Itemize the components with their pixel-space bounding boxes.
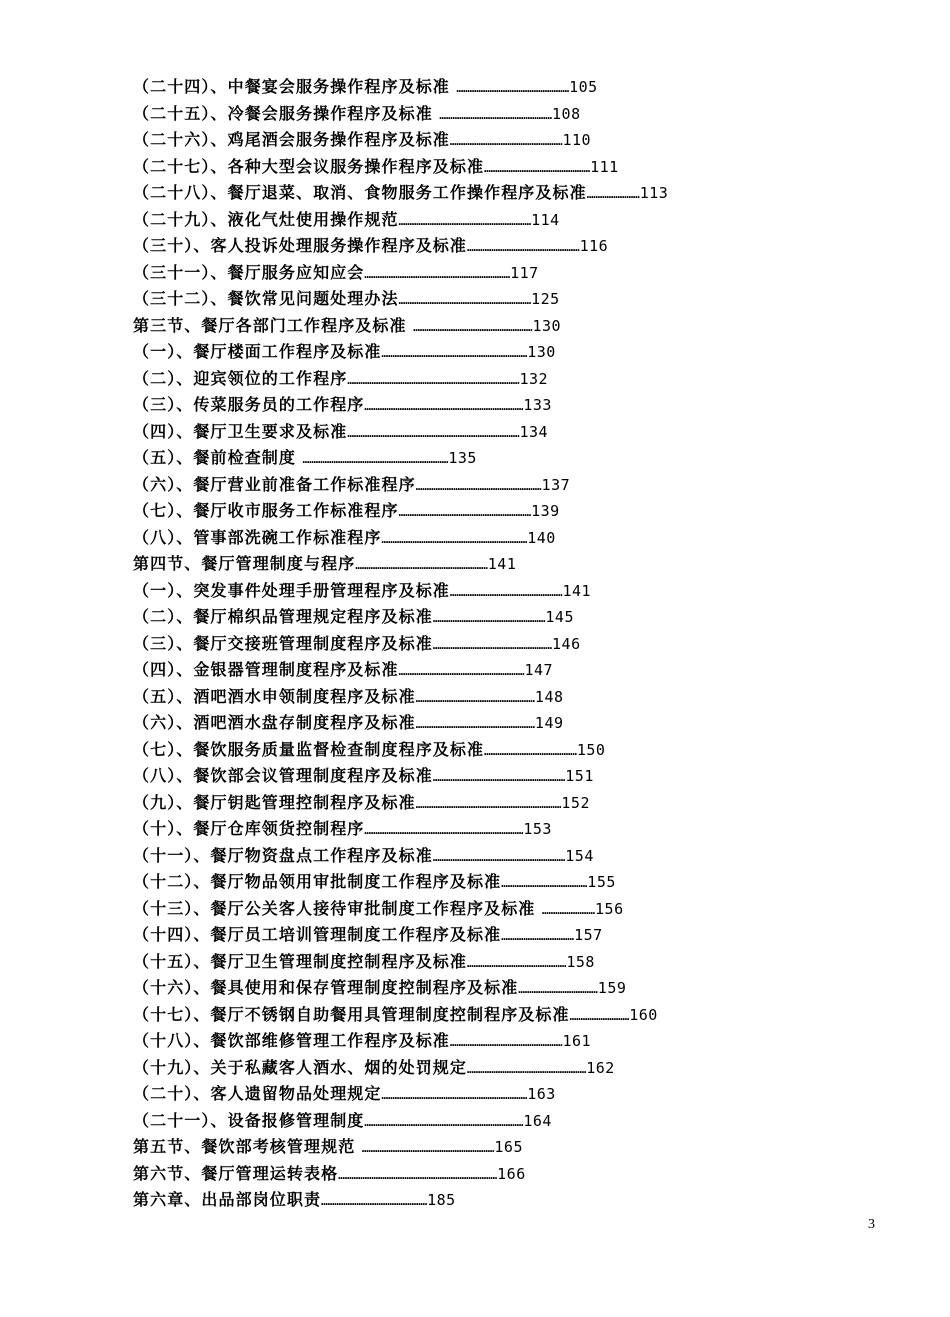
toc-entry-title: （七）、餐厅收市服务工作标准程序 (133, 501, 399, 520)
toc-entry (133, 180, 853, 207)
toc-entry (133, 392, 853, 419)
toc-entry (133, 233, 853, 260)
toc-entry-page: 117 (510, 263, 539, 282)
toc-entry-page: 140 (527, 528, 556, 547)
toc-entry-title: （三十）、客人投诉处理服务操作程序及标准 (133, 236, 468, 255)
toc-entry (133, 1161, 853, 1188)
toc-entry-title: 第四节、餐厅管理制度与程序 (133, 554, 356, 573)
toc-entry (133, 313, 853, 340)
toc-entry (133, 127, 853, 154)
toc-entry (133, 737, 853, 764)
toc-entry-title: 第三节、餐厅各部门工作程序及标准 (133, 315, 407, 335)
toc-entry (133, 684, 853, 711)
toc-entry-leader: ……………………………… (518, 983, 598, 996)
toc-entry-leader: …………………………………………… (432, 108, 553, 122)
table-of-contents (133, 74, 853, 1214)
toc-entry-leader: …………………………………………… (449, 1036, 563, 1049)
toc-entry (133, 339, 853, 366)
toc-entry-page: 139 (531, 502, 560, 520)
toc-entry-title: （十一）、餐厅物资盘点工作程序及标准 (133, 845, 433, 865)
toc-entry (133, 1108, 853, 1135)
toc-entry-page: 133 (523, 396, 552, 414)
toc-entry (133, 154, 853, 181)
toc-entry-leader: …………………………………………………………………… (347, 426, 520, 440)
toc-entry-leader: …………………………………………… (449, 135, 563, 148)
toc-entry-leader: ………………………………………………… (398, 665, 525, 678)
toc-entry-leader: …………………………………………………… (398, 506, 532, 519)
toc-entry-title: （十四）、餐厅员工培训管理制度工作程序及标准 (133, 925, 502, 944)
toc-entry-title: 第五节、餐饮部考核管理规范 (133, 1137, 356, 1156)
toc-entry-title: （二十）、客人遗留物品处理规定 (133, 1084, 382, 1103)
toc-entry-leader: …………………………………………………… (355, 559, 488, 572)
toc-entry-title: （四）、餐厅卫生要求及标准 (133, 421, 348, 441)
toc-entry-page: 116 (579, 237, 609, 255)
toc-entry-leader: …………………………………………………… (398, 214, 532, 228)
toc-entry (133, 472, 853, 499)
toc-entry (133, 578, 853, 605)
toc-entry-leader: …………………………………………………………………… (347, 373, 520, 387)
toc-entry (133, 74, 853, 101)
toc-entry-title: （三）、传菜服务员的工作程序 (133, 395, 365, 414)
toc-entry-title: （五）、酒吧酒水申领制度程序及标准 (133, 686, 416, 706)
toc-entry-title: （九）、餐厅钥匙管理控制程序及标准 (133, 792, 416, 812)
toc-entry-page: 185 (427, 1191, 456, 1209)
toc-entry-page: 163 (527, 1085, 556, 1103)
toc-entry-leader: ……………………………………………… (415, 718, 535, 731)
toc-entry-title: 第六节、餐厅管理运转表格 (133, 1163, 339, 1183)
toc-entry-page: 108 (552, 104, 581, 123)
toc-entry-page: 141 (562, 581, 592, 600)
toc-entry (133, 604, 853, 631)
toc-entry-leader: …………………………………… (484, 744, 577, 758)
toc-entry-title: （七）、餐饮服务质量监督检查制度程序及标准 (133, 739, 485, 759)
toc-entry-title: （三）、餐厅交接班管理制度程序及标准 (133, 633, 433, 653)
toc-entry-page: 162 (586, 1058, 615, 1077)
toc-entry-leader: …………………………………………… (449, 82, 570, 95)
toc-entry-title: 第六章、出品部岗位职责 (133, 1190, 322, 1209)
toc-entry-page: 110 (562, 131, 592, 149)
toc-entry-leader: …………………………………………………… (398, 294, 532, 307)
toc-entry-leader: …………………………………………… (449, 585, 563, 599)
toc-entry-page: 158 (566, 952, 595, 971)
toc-entry-title: （三十二）、餐饮常见问题处理办法 (133, 289, 399, 308)
toc-entry-page: 113 (639, 184, 669, 202)
toc-entry-leader: ……………………………………………………………… (338, 1168, 498, 1182)
toc-entry-leader: …………………………………………………… (432, 850, 566, 864)
toc-entry-page: 148 (534, 687, 564, 706)
toc-entry-leader: ……………………………………………………………… (364, 1115, 524, 1129)
toc-entry-leader: ………………………………………………………… (415, 797, 562, 811)
toc-entry (133, 1081, 853, 1108)
toc-entry-leader: ………………………………………………………… (364, 267, 511, 281)
toc-entry-page: 157 (574, 926, 603, 944)
toc-entry-page: 156 (595, 899, 624, 918)
toc-entry-title: （十八）、餐饮部维修管理工作程序及标准 (133, 1031, 450, 1050)
toc-entry-title: （十七）、餐厅不锈钢自助餐用具管理制度控制程序及标准 (133, 1004, 570, 1024)
toc-entry-title: （十二）、餐厅物品领用审批制度工作程序及标准 (133, 872, 502, 891)
toc-entry-title: （十）、餐厅仓库领货控制程序 (133, 819, 365, 838)
toc-entry-page: 147 (524, 661, 554, 679)
toc-entry-leader: …………………………………………………… (355, 1142, 495, 1155)
toc-entry-leader: ………………………………………… (484, 161, 591, 175)
toc-entry-page: 146 (552, 634, 581, 653)
toc-entry-leader: …………………………… (501, 930, 575, 943)
toc-entry-leader: ……………………………………………… (432, 638, 553, 652)
toc-entry-title: （五）、餐前检查制度 (133, 448, 297, 467)
toc-entry-page: 153 (523, 820, 552, 838)
toc-entry-page: 132 (519, 369, 549, 388)
toc-entry-title: （三十一）、餐厅服务应知应会 (133, 262, 365, 282)
toc-entry-title: （二十一）、设备报修管理制度 (133, 1110, 365, 1130)
toc-entry (133, 445, 853, 472)
toc-entry (133, 498, 853, 525)
toc-entry-leader: ……………………………………………………………… (364, 824, 524, 837)
toc-entry-title: （一）、餐厅楼面工作程序及标准 (133, 342, 382, 361)
toc-entry-leader: ……………………………………………… (406, 320, 533, 334)
toc-entry (133, 843, 853, 870)
toc-entry-leader: …………………………………………… (432, 612, 546, 625)
toc-entry-page: 130 (527, 343, 556, 361)
toc-entry-title: （二）、餐厅棉织品管理规定程序及标准 (133, 607, 433, 626)
toc-entry-title: （六）、酒吧酒水盘存制度程序及标准 (133, 713, 416, 732)
toc-entry (133, 207, 853, 234)
toc-entry-title: （二十四）、中餐宴会服务操作程序及标准 (133, 77, 450, 96)
toc-entry-leader: …………………………………………………… (432, 771, 566, 784)
toc-entry-leader: ………………………………………………………… (296, 453, 449, 466)
toc-entry-leader: ……………………………………………………………… (364, 400, 524, 413)
toc-entry-title: （十六）、餐具使用和保存管理制度控制程序及标准 (133, 978, 519, 997)
toc-entry-title: （二十九）、液化气灶使用操作规范 (133, 209, 399, 229)
toc-entry-page: 159 (597, 979, 627, 997)
toc-entry (133, 1055, 853, 1082)
toc-entry-page: 125 (531, 290, 560, 308)
toc-entry-page: 141 (487, 555, 517, 573)
toc-entry-leader: ……………………………………………… (415, 691, 535, 705)
toc-entry-leader: ………………………………… (501, 877, 588, 890)
toc-entry-page: 155 (587, 873, 616, 891)
toc-entry (133, 525, 853, 552)
toc-entry-leader: …………………………………………… (467, 241, 580, 254)
toc-entry (133, 551, 853, 578)
toc-entry-page: 161 (562, 1032, 592, 1050)
toc-entry-page: 165 (494, 1138, 523, 1156)
toc-entry-page: 145 (545, 608, 574, 626)
toc-entry (133, 101, 853, 128)
toc-entry (133, 1002, 853, 1029)
toc-entry (133, 366, 853, 393)
toc-entry (133, 922, 853, 949)
toc-entry-page: 137 (541, 475, 571, 494)
toc-entry-page: 164 (523, 1111, 552, 1130)
toc-entry-leader: ………………………………………………… (415, 479, 542, 493)
toc-entry-page: 160 (629, 1005, 658, 1024)
toc-entry-page: 105 (569, 78, 598, 96)
toc-entry-leader: ………………………………………………………… (381, 1089, 528, 1102)
toc-entry-title: （四）、金银器管理制度程序及标准 (133, 660, 399, 679)
toc-entry-title: （八）、餐饮部会议管理制度程序及标准 (133, 766, 433, 785)
toc-entry-title: （八）、管事部洗碗工作标准程序 (133, 527, 382, 547)
toc-entry (133, 1187, 853, 1214)
toc-entry-page: 150 (576, 740, 606, 759)
toc-entry-page: 111 (590, 157, 619, 176)
toc-entry-leader: ………………………………………………………… (381, 347, 528, 360)
toc-entry-page: 130 (532, 316, 562, 335)
toc-entry-title: （二十七）、各种大型会议服务操作程序及标准 (133, 156, 485, 176)
toc-entry-leader: …………………… (586, 188, 640, 201)
toc-entry (133, 816, 853, 843)
toc-entry-page: 154 (565, 846, 594, 865)
toc-entry-page: 152 (561, 793, 590, 812)
toc-entry-leader: ………………………………………… (321, 1195, 428, 1208)
toc-entry (133, 790, 853, 817)
toc-entry-title: （十三）、餐厅公关客人接待审批制度工作程序及标准 (133, 898, 536, 918)
toc-entry-leader: …………………… (535, 903, 596, 917)
toc-entry (133, 949, 853, 976)
toc-entry-leader: ………………………………………………………… (381, 532, 528, 546)
toc-entry-title: （二十五）、冷餐会服务操作程序及标准 (133, 103, 433, 123)
toc-entry-title: （六）、餐厅营业前准备工作标准程序 (133, 474, 416, 494)
toc-entry (133, 896, 853, 923)
toc-entry (133, 763, 853, 790)
toc-entry-title: （十九）、关于私藏客人酒水、烟的处罚规定 (133, 1057, 468, 1077)
toc-entry (133, 260, 853, 287)
toc-entry (133, 657, 853, 684)
toc-entry (133, 286, 853, 313)
toc-entry-page: 166 (497, 1164, 526, 1183)
toc-entry-page: 114 (531, 210, 560, 229)
page-number: 3 (868, 1217, 875, 1232)
toc-entry-page: 135 (448, 449, 477, 467)
toc-entry-leader: ……………………………………………… (467, 1062, 587, 1076)
toc-entry (133, 975, 853, 1002)
toc-entry (133, 419, 853, 446)
toc-entry-leader: ……………………………………… (467, 956, 567, 970)
toc-entry-page: 134 (519, 422, 549, 441)
toc-entry (133, 1134, 853, 1161)
toc-entry-title: （二十八）、餐厅退菜、取消、食物服务工作操作程序及标准 (133, 183, 587, 202)
toc-entry (133, 631, 853, 658)
toc-entry-page: 151 (565, 767, 594, 785)
toc-entry (133, 869, 853, 896)
toc-entry-title: （二）、迎宾领位的工作程序 (133, 368, 348, 388)
toc-entry-title: （十五）、餐厅卫生管理制度控制程序及标准 (133, 951, 468, 971)
toc-entry (133, 1028, 853, 1055)
toc-entry-leader: ……………………… (569, 1009, 630, 1023)
toc-entry-page: 149 (534, 714, 564, 732)
toc-entry-title: （一）、突发事件处理手册管理程序及标准 (133, 580, 450, 600)
toc-entry-title: （二十六）、鸡尾酒会服务操作程序及标准 (133, 130, 450, 149)
toc-entry (133, 710, 853, 737)
